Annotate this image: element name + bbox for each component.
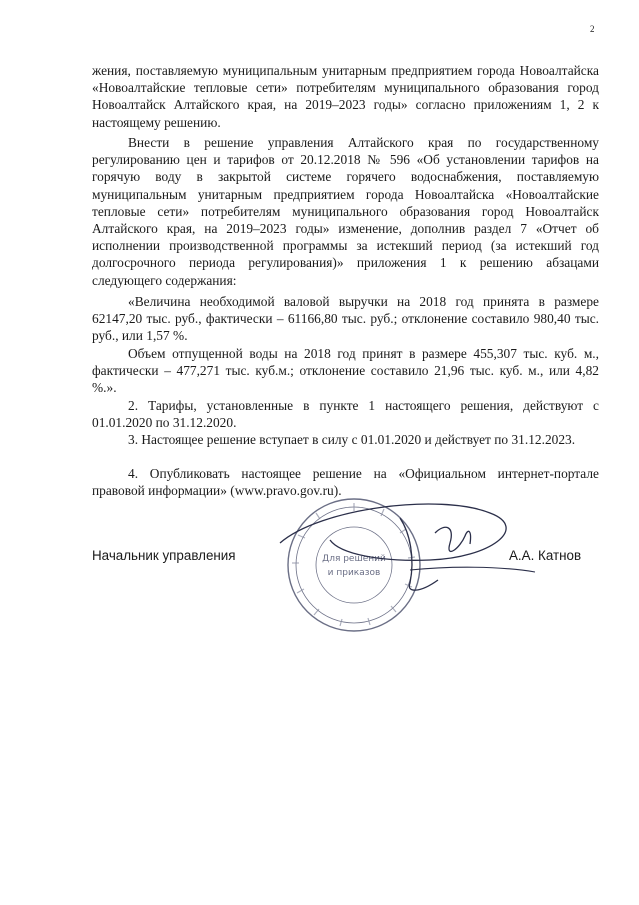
svg-text:Для решений: Для решений: [322, 554, 386, 564]
paragraph-continuation: жения, поставляемую муниципальным унитарным предприятием города Новоалтайска «Новоалтайские тепловые сети» потребителям муниципального образования город Новоалтайск Алтайского края, на 2019–2023 годы» согласно приложениям 1, 2 к настоящему решению.: [92, 63, 599, 130]
paragraph-item-4: 4. Опубликовать настоящее решение на «Официальном интернет-портале правовой информации» (www.pravo.gov.ru).: [92, 466, 599, 499]
paragraph-item-2: 2. Тарифы, установленные в пункте 1 настоящего решения, действуют с 01.01.2020 по 31.12.2020.: [92, 398, 599, 431]
page-number: 2: [590, 24, 595, 34]
signer-name: А.А. Катнов: [509, 548, 582, 563]
svg-text:и приказов: и приказов: [327, 568, 381, 578]
paragraph-water-volume: Объем отпущенной воды на 2018 год принят в размере 455,307 тыс. куб. м., фактически – 477,271 тыс. куб.м.; отклонение составило 21,96 тыс. куб. м., или 4,82 %.».: [92, 346, 599, 396]
handwritten-signature: [260, 488, 560, 598]
paragraph-amendment: Внести в решение управления Алтайского края по государственному регулированию цен и тарифов от 20.12.2018 № 596 «Об установлении тарифов на горячую воду в закрытой системе горячего водоснабжения, поставляемую муниципальным унитарным предприятием города Новоалтайска «Новоалтайские тепловые сети» потребителям муниципального образования город Новоалтайск Алтайского края, на 2019–2023 годы» изменение, дополнив раздел 7 «Отчет об исполнении производственной программы за истекший период (за истекший год долгосрочного периода регулирования)» приложения 1 к решению абзацами следующего содержания:: [92, 135, 599, 288]
signer-title: Начальник управления: [92, 548, 236, 563]
paragraph-item-3: 3. Настоящее решение вступает в силу с 01.01.2020 и действует по 31.12.2023.: [128, 432, 576, 447]
paragraph-revenue: «Величина необходимой валовой выручки на 2018 год принята в размере 62147,20 тыс. руб., фактически – 61166,80 тыс. руб.; отклонение составило 980,40 тыс. руб., или 1,57 %.: [92, 294, 599, 344]
